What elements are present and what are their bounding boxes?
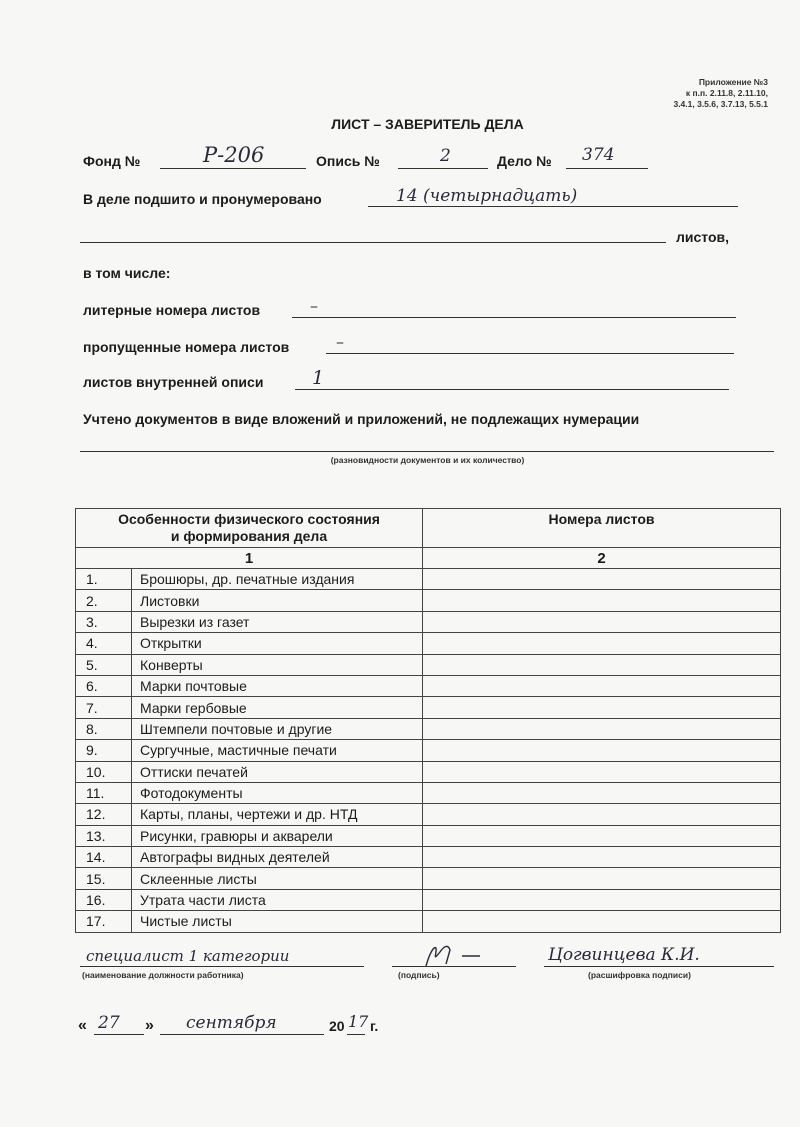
table-row [76, 889, 781, 910]
name-underline [544, 966, 774, 967]
appendix-line-3: 3.4.1, 3.5.6, 3.7.13, 5.5.1 [673, 99, 768, 109]
table-row [76, 847, 781, 868]
row-feature-name: Штемпели почтовые и другие [132, 718, 423, 739]
table-row [76, 633, 781, 654]
fond-underline [160, 168, 306, 169]
table-row [76, 782, 781, 803]
date-year-suffix: 17 [348, 1012, 369, 1031]
row-feature-name: Оттиски печатей [132, 761, 423, 782]
attachments-label: Учтено документов в виде вложений и приложений, не подлежащих нумерации [83, 411, 640, 427]
appendix-line-2: к п.п. 2.11.8, 2.11.10, [685, 88, 768, 98]
row-sheet-numbers [423, 633, 781, 654]
row-number: 10. [76, 761, 132, 782]
row-feature-name: Сургучные, мастичные печати [132, 740, 423, 761]
fond-label: Фонд № [83, 153, 141, 169]
letter-numbers-underline [292, 317, 736, 318]
row-sheet-numbers [423, 675, 781, 696]
row-sheet-numbers [423, 654, 781, 675]
row-feature-name: Фотодокументы [132, 782, 423, 803]
row-number: 13. [76, 825, 132, 846]
row-feature-name: Открытки [132, 633, 423, 654]
sewn-suffix: листов, [676, 229, 730, 245]
opis-label: Опись № [316, 153, 380, 169]
row-feature-name: Чистые листы [132, 911, 423, 932]
date-month: сентября [186, 1013, 277, 1033]
row-feature-name: Вырезки из газет [132, 611, 423, 632]
table-row [76, 590, 781, 611]
delo-underline [566, 168, 648, 169]
row-feature-name: Марки почтовые [132, 675, 423, 696]
page-title: ЛИСТ – ЗАВЕРИТЕЛЬ ДЕЛА [331, 116, 524, 132]
row-sheet-numbers [423, 825, 781, 846]
missing-numbers-label: пропущенные номера листов [83, 339, 290, 355]
position-underline [80, 966, 364, 967]
row-feature-name: Утрата части листа [132, 889, 423, 910]
sewn-underline [368, 206, 738, 207]
missing-numbers-underline [326, 353, 734, 354]
position-value: специалист 1 категории [86, 947, 290, 965]
date-day-underline [94, 1034, 144, 1035]
table-row [76, 761, 781, 782]
row-feature-name: Брошюры, др. печатные издания [132, 569, 423, 590]
sewn-label: В деле подшито и пронумеровано [83, 191, 322, 207]
appendix-line-1: Приложение №3 [698, 77, 768, 87]
row-number: 12. [76, 804, 132, 825]
table-row [76, 569, 781, 590]
including-label: в том числе: [83, 265, 171, 281]
table-index-row [76, 548, 781, 569]
fond-value: Р-206 [203, 143, 265, 167]
table-row [76, 718, 781, 739]
table-row [76, 654, 781, 675]
date-open-quote: « [78, 1017, 87, 1034]
row-number: 17. [76, 911, 132, 932]
row-sheet-numbers [423, 611, 781, 632]
table-row [76, 611, 781, 632]
table-header-row [76, 509, 781, 548]
row-sheet-numbers [423, 782, 781, 803]
row-number: 2. [76, 590, 132, 611]
row-sheet-numbers [423, 740, 781, 761]
row-feature-name: Склеенные листы [132, 868, 423, 889]
attachments-caption: (разновидности документов и их количество) [330, 455, 525, 465]
row-sheet-numbers [423, 868, 781, 889]
position-caption: (наименование должности работника) [82, 970, 244, 980]
table-row [76, 825, 781, 846]
signature-mark [418, 942, 508, 970]
row-number: 16. [76, 889, 132, 910]
delo-label: Дело № [497, 153, 552, 169]
row-number: 7. [76, 697, 132, 718]
letter-numbers-label: литерные номера листов [83, 302, 261, 318]
sewn-value: 14 (четырнадцать) [396, 186, 578, 206]
opis-underline [398, 168, 488, 169]
row-sheet-numbers [423, 911, 781, 932]
table-row [76, 868, 781, 889]
row-sheet-numbers [423, 761, 781, 782]
col1-index: 1 [76, 548, 423, 569]
row-number: 5. [76, 654, 132, 675]
missing-numbers-value: – [336, 332, 344, 351]
row-number: 6. [76, 675, 132, 696]
row-number: 14. [76, 847, 132, 868]
col2-header: Номера листов [423, 509, 781, 548]
date-close-quote: » [145, 1017, 154, 1034]
col1-header [76, 509, 423, 548]
physical-condition-table [75, 508, 781, 933]
table-row [76, 697, 781, 718]
name-caption: (расшифровка подписи) [588, 970, 691, 980]
row-feature-name: Автографы видных деятелей [132, 847, 423, 868]
col1-header-line-2: и формирования дела [170, 528, 328, 544]
inner-inventory-underline [295, 389, 729, 390]
table-row [76, 675, 781, 696]
row-number: 11. [76, 782, 132, 803]
col2-index: 2 [423, 548, 781, 569]
date-day: 27 [98, 1013, 120, 1033]
opis-value: 2 [440, 146, 451, 166]
row-feature-name: Рисунки, гравюры и акварели [132, 825, 423, 846]
table-row [76, 740, 781, 761]
appendix-reference [673, 77, 768, 110]
row-feature-name: Карты, планы, чертежи и др. НТД [132, 804, 423, 825]
col1-header-line-1: Особенности физического состояния [118, 511, 380, 527]
letter-numbers-value: – [310, 296, 318, 315]
row-sheet-numbers [423, 847, 781, 868]
row-sheet-numbers [423, 697, 781, 718]
row-number: 4. [76, 633, 132, 654]
sewn-underline-2 [80, 242, 666, 243]
row-sheet-numbers [423, 889, 781, 910]
row-number: 1. [76, 569, 132, 590]
row-number: 8. [76, 718, 132, 739]
table-row [76, 804, 781, 825]
name-value: Цогвинцева К.И. [548, 945, 700, 965]
row-feature-name: Марки гербовые [132, 697, 423, 718]
signature-caption: (подпись) [398, 970, 440, 980]
row-feature-name: Листовки [132, 590, 423, 611]
row-sheet-numbers [423, 718, 781, 739]
row-number: 9. [76, 740, 132, 761]
attachments-underline [80, 451, 774, 452]
row-number: 3. [76, 611, 132, 632]
row-sheet-numbers [423, 804, 781, 825]
date-year-underline [347, 1034, 365, 1035]
delo-value: 374 [582, 145, 615, 165]
date-month-underline [160, 1034, 324, 1035]
date-year-end: г. [370, 1018, 379, 1034]
row-sheet-numbers [423, 569, 781, 590]
row-number: 15. [76, 868, 132, 889]
inner-inventory-value: 1 [312, 367, 325, 389]
date-year-prefix: 20 [329, 1018, 345, 1034]
inner-inventory-label: листов внутренней описи [83, 374, 264, 390]
table-row [76, 911, 781, 932]
row-sheet-numbers [423, 590, 781, 611]
row-feature-name: Конверты [132, 654, 423, 675]
